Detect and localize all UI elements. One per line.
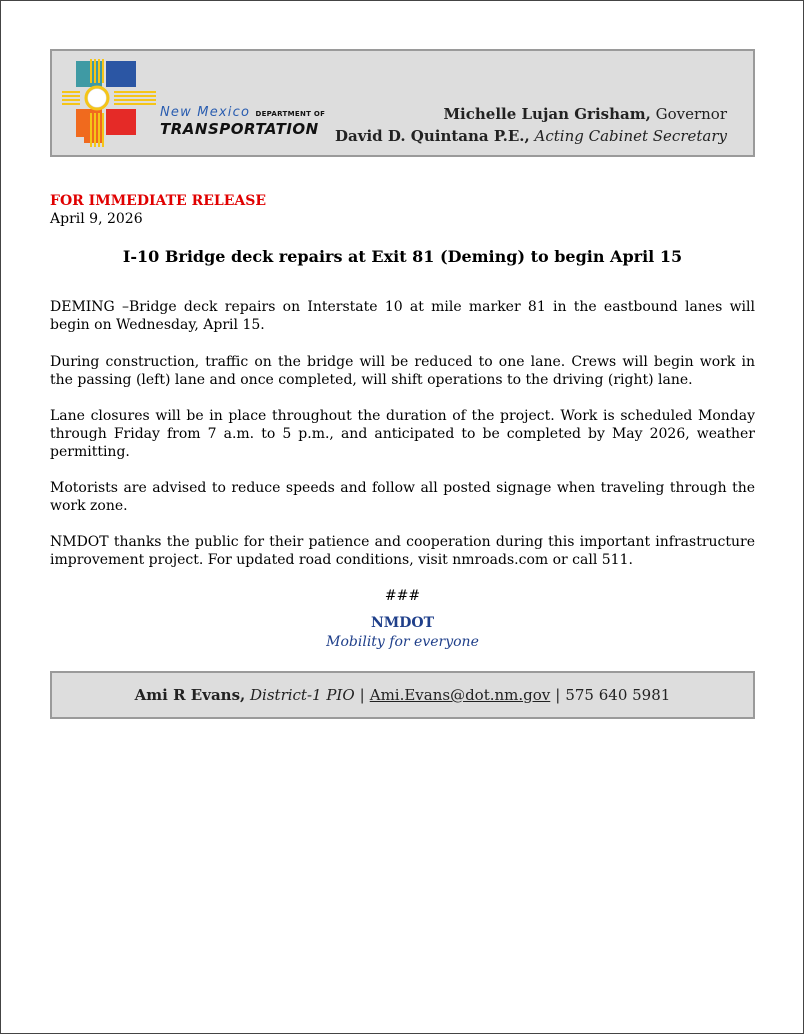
release-label: FOR IMMEDIATE RELEASE [50,193,267,209]
logo-wordmark [160,106,340,138]
logo-transportation: TRANSPORTATION [160,120,319,138]
end-marker: ### [384,588,421,604]
secretary-title: Acting Cabinet Secretary [534,127,727,145]
headline: I-10 Bridge deck repairs at Exit 81 (Deming) to begin April 15 [122,247,683,266]
closing-org: NMDOT [370,615,435,631]
separator: | [359,686,365,704]
nmdot-logo-icon [62,59,156,147]
paragraph-advisory: Motorists are advised to reduce speeds and follow all posted signage when traveling through the work zone. [50,480,755,514]
secretary-name: David D. Quintana P.E., [335,127,530,145]
governor-name: Michelle Lujan Grisham, [443,105,651,123]
governor-title: Governor [655,105,727,123]
contact-title: District-1 PIO [250,686,355,704]
paragraph-schedule: Lane closures will be in place throughout the duration of the project. Work is scheduled Monday through Friday from 7 a.m. to 5 p.m., and anticipated to be completed by May 2026, weather permitting. [50,408,755,460]
contact-phone: 575 640 5981 [565,686,671,704]
release-date: April 9, 2026 [50,211,143,227]
letterhead [50,49,755,157]
paragraph-thanks: NMDOT thanks the public for their patience and cooperation during this important infrastructure improvement project. For updated road conditions, visit nmroads.com or call 511. [50,534,755,568]
contact-name: Ami R Evans, [134,686,246,704]
separator: | [555,686,561,704]
officials-block [335,103,727,147]
contact-footer [50,671,755,719]
logo-state-name: New Mexico [160,105,251,120]
logo-dept-of: DEPARTMENT OF [255,110,326,118]
contact-email-link[interactable]: Ami.Evans@dot.nm.gov [369,686,551,704]
closing-tagline: Mobility for everyone [326,634,479,650]
paragraph-intro: DEMING –Bridge deck repairs on Interstate 10 at mile marker 81 in the eastbound lanes will begin on Wednesday, April 15. [50,299,755,333]
paragraph-construction: During construction, traffic on the bridge will be reduced to one lane. Crews will begin work in the passing (left) lane and once completed, will shift operations to the driving (right) lane. [50,354,755,388]
